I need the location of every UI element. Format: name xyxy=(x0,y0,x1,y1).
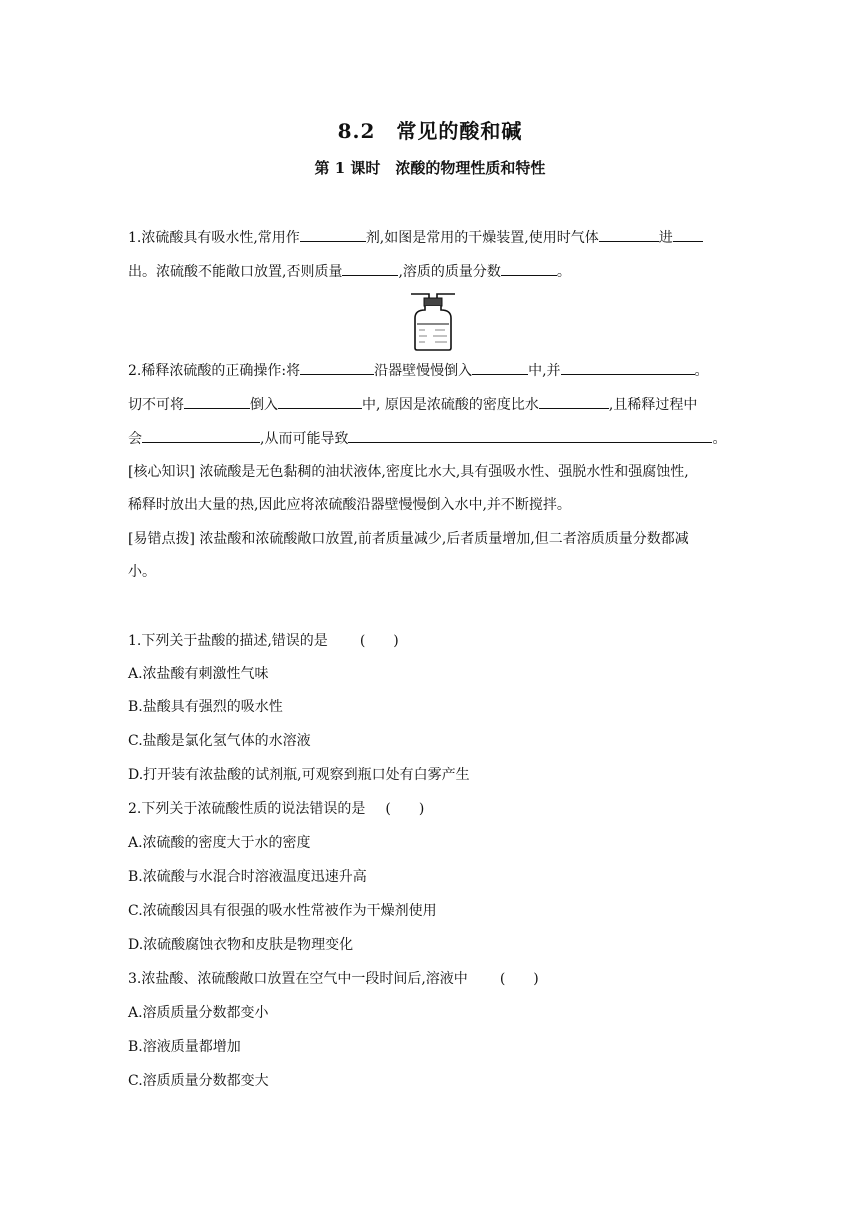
question-stem: 1.下列关于盐酸的描述,错误的是 xyxy=(128,633,328,649)
q1-line-1 xyxy=(128,227,703,248)
q2-line-1 xyxy=(128,360,709,381)
error-tip-line-1: [易错点拨] 浓盐酸和浓硫酸敞口放置,前者质量减少,后者质量增加,但二者溶质质量分数都减 xyxy=(128,531,689,547)
mcq-3-option-c[interactable]: C.溶质质量分数都变大 xyxy=(128,1073,269,1089)
mcq-1-option-c[interactable]: C.盐酸是氯化氢气体的水溶液 xyxy=(128,733,311,749)
answer-blank[interactable] xyxy=(300,227,366,242)
answer-blank[interactable] xyxy=(472,360,528,375)
page-title: 8.2 常见的酸和碱 xyxy=(337,119,523,143)
answer-blank[interactable] xyxy=(673,227,703,242)
mcq-1-option-a[interactable]: A.浓盐酸有刺激性气味 xyxy=(128,666,269,682)
answer-blank[interactable] xyxy=(142,428,260,443)
q2-text: 中,并 xyxy=(528,363,561,379)
q2-line-3 xyxy=(128,428,726,449)
mcq-3-stem xyxy=(128,969,539,989)
q1-text: ,溶质的质量分数 xyxy=(398,264,501,280)
answer-parentheses[interactable]: ( ) xyxy=(385,801,425,817)
q2-text: 。 xyxy=(712,431,727,447)
mcq-1-stem xyxy=(128,631,399,651)
q2-text: 切不可将 xyxy=(128,397,184,413)
mcq-1-option-b[interactable]: B.盐酸具有强烈的吸水性 xyxy=(128,699,283,715)
core-knowledge-line-2: 稀释时放出大量的热,因此应将浓硫酸沿器壁慢慢倒入水中,并不断搅拌。 xyxy=(128,497,571,513)
mcq-1-option-d[interactable]: D.打开装有浓盐酸的试剂瓶,可观察到瓶口处有白雾产生 xyxy=(128,767,470,783)
q2-text: 。 xyxy=(694,363,709,379)
q2-text: 2.稀释浓硫酸的正确操作:将 xyxy=(128,363,301,379)
mcq-2-option-b[interactable]: B.浓硫酸与水混合时溶液温度迅速升高 xyxy=(128,869,367,885)
answer-parentheses[interactable]: ( ) xyxy=(499,971,539,987)
drying-bottle-figure xyxy=(405,286,461,352)
q1-text: 进 xyxy=(658,230,673,246)
answer-blank[interactable] xyxy=(300,360,374,375)
answer-blank[interactable] xyxy=(501,261,557,276)
mcq-2-stem xyxy=(128,799,424,819)
bottle-body xyxy=(415,306,451,350)
answer-blank[interactable] xyxy=(348,428,712,443)
question-stem: 2.下列关于浓硫酸性质的说法错误的是 xyxy=(128,801,366,817)
q2-text: 沿器壁慢慢倒入 xyxy=(374,363,473,379)
q2-line-2 xyxy=(128,394,697,415)
answer-blank[interactable] xyxy=(561,360,695,375)
q2-text: 中, 原因是浓硫酸的密度比水 xyxy=(362,397,539,413)
answer-blank[interactable] xyxy=(278,394,362,409)
stopper xyxy=(424,298,442,306)
mcq-3-option-b[interactable]: B.溶液质量都增加 xyxy=(128,1039,241,1055)
mcq-2-option-a[interactable]: A.浓硫酸的密度大于水的密度 xyxy=(128,835,311,851)
q1-text: 1.浓硫酸具有吸水性,常用作 xyxy=(128,230,300,246)
core-knowledge-line-1: [核心知识] 浓硫酸是无色黏稠的油状液体,密度比水大,具有强吸水性、强脱水性和强腐蚀性, xyxy=(128,464,689,480)
answer-parentheses[interactable]: ( ) xyxy=(359,633,399,649)
answer-blank[interactable] xyxy=(539,394,609,409)
page-subtitle: 第 1 课时 浓酸的物理性质和特性 xyxy=(314,159,546,177)
q1-text: 出。浓硫酸不能敞口放置,否则质量 xyxy=(128,264,343,280)
mcq-3-option-a[interactable]: A.溶质质量分数都变小 xyxy=(128,1005,269,1021)
mcq-2-option-c[interactable]: C.浓硫酸因具有很强的吸水性常被作为干燥剂使用 xyxy=(128,903,437,919)
answer-blank[interactable] xyxy=(184,394,250,409)
q1-line-2 xyxy=(128,261,571,282)
answer-blank[interactable] xyxy=(599,227,659,242)
q2-text: ,从而可能导致 xyxy=(260,431,349,447)
question-stem: 3.浓盐酸、浓硫酸敞口放置在空气中一段时间后,溶液中 xyxy=(128,971,468,987)
answer-blank[interactable] xyxy=(342,261,398,276)
mcq-2-option-d[interactable]: D.浓硫酸腐蚀衣物和皮肤是物理变化 xyxy=(128,937,354,953)
q1-text: 。 xyxy=(556,264,571,280)
q1-text: 剂,如图是常用的干燥装置,使用时气体 xyxy=(365,230,599,246)
q2-text: 会 xyxy=(128,431,142,447)
q2-text: 倒入 xyxy=(250,397,278,413)
q2-text: ,且稀释过程中 xyxy=(608,397,698,413)
error-tip-line-2: 小。 xyxy=(128,564,156,580)
